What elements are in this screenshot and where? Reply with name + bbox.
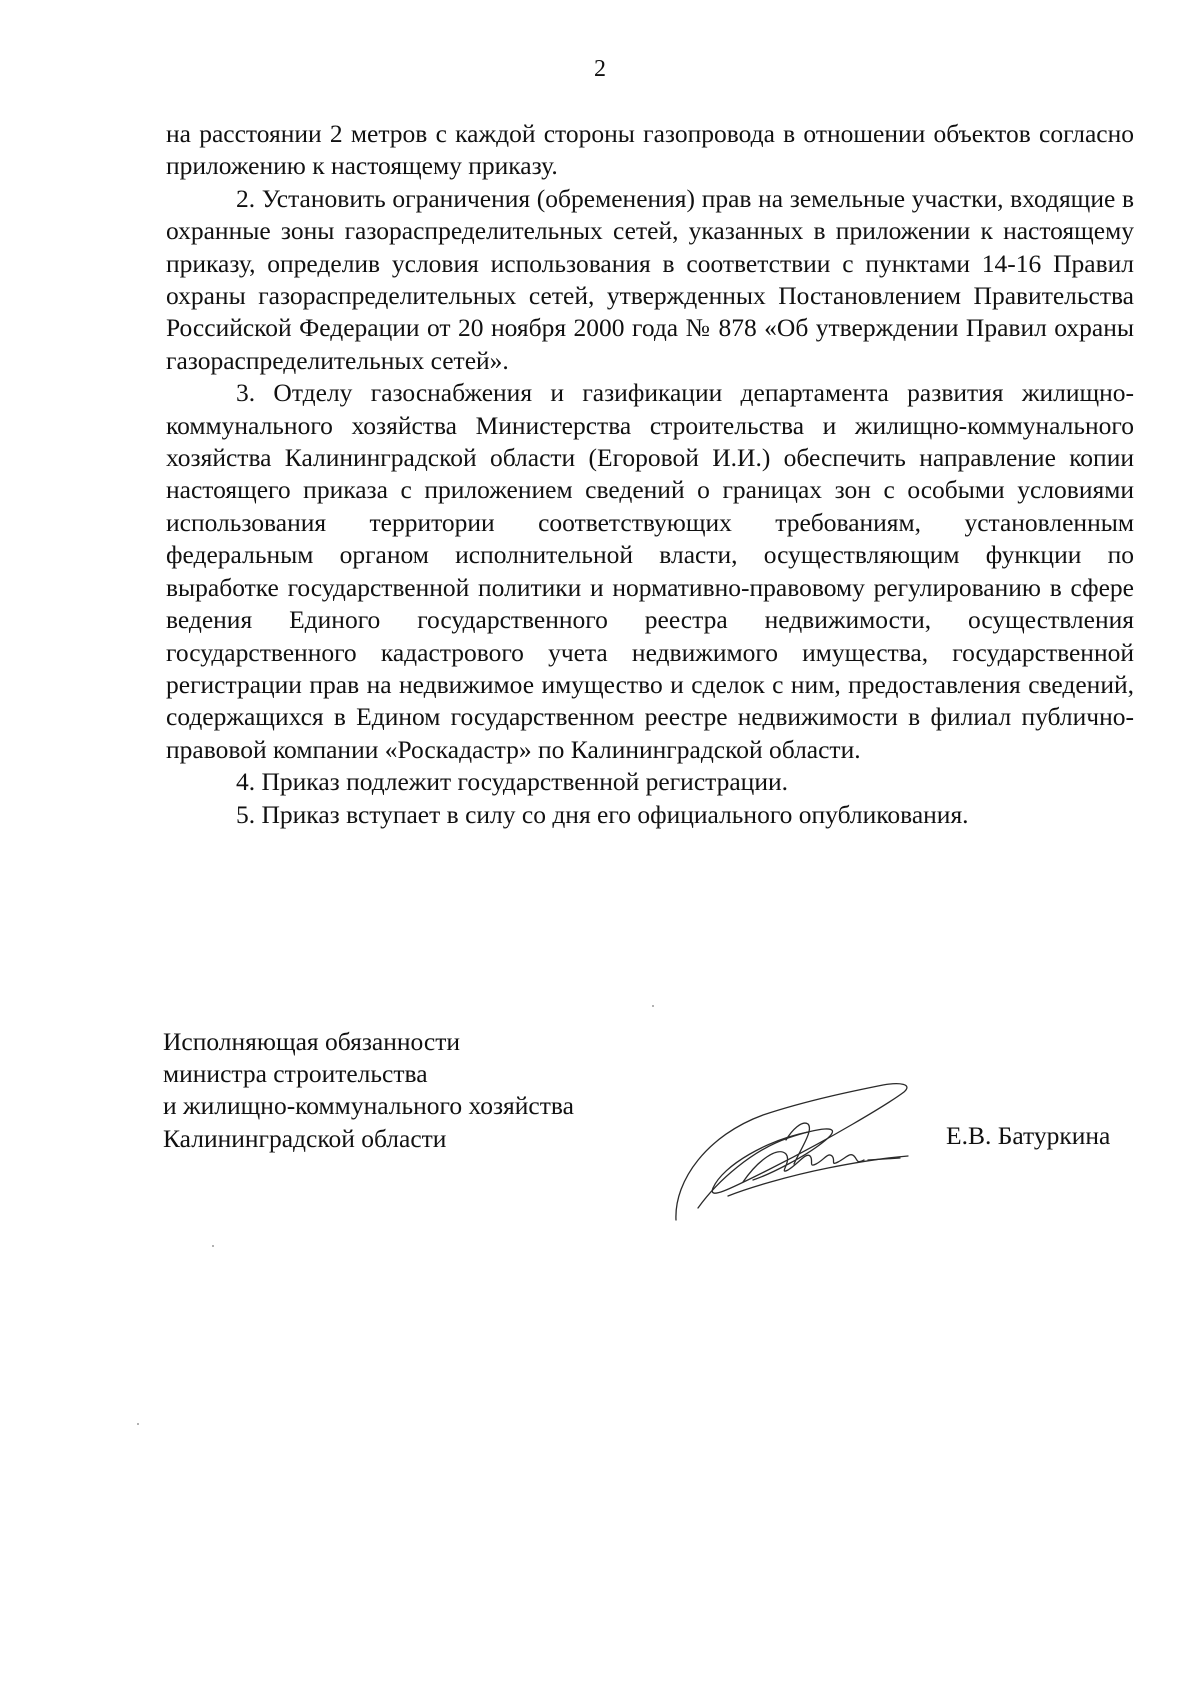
- scan-speck: [212, 1245, 214, 1247]
- signatory-line-1: Исполняющая обязанности: [163, 1027, 460, 1056]
- signatory-line-2: министра строительства: [163, 1059, 428, 1089]
- signatory-position: [163, 1026, 574, 1155]
- order-body: [166, 118, 1134, 831]
- paragraph-item-5: 5. Приказ вступает в силу со дня его официального опубликования.: [236, 799, 969, 829]
- handwritten-signature: [668, 1060, 928, 1230]
- scan-speck: [652, 1005, 654, 1007]
- paragraph-item-2: 2. Установить ограничения (обременения) прав на земельные участки, входящие в охранные зоны газораспределительных сетей, указанных в приложении к настоящему приказу, определив условия использования в соответствии с пунктами 14-16 Правил охраны газораспределительных сетей, утвержденных Постановлением Правительства Российской Федерации от 20 ноября 2000 года № 878 «Об утверждении Правил охраны газораспределительных сетей».: [166, 183, 1134, 375]
- signer-name: Е.В. Батуркина: [946, 1121, 1111, 1150]
- signatory-line-4: Калининградской области: [163, 1123, 447, 1153]
- paragraph-item-3: 3. Отделу газоснабжения и газификации департамента развития жилищно-коммунального хозяйства Министерства строительства и жилищно-коммунального хозяйства Калининградской области (Егоровой И.И.) обеспечить направление копии настоящего приказа с приложением сведений о границах зон с особыми условиями использования территории соответствующих требованиям, установленным федеральным органом исполнительной власти, осуществляющим функции по выработке государственной политики и нормативно-правовому регулированию в сфере ведения Единого государственного реестра недвижимости, осуществления государственного кадастрового учета недвижимого имущества, государственной регистрации прав на недвижимое имущество и сделок с ним, предоставления сведений, содержащихся в Едином государственном реестре недвижимости в филиал публично-правовой компании «Роскадастр» по Калининградской области.: [166, 378, 1134, 764]
- page-number: 2: [594, 56, 606, 82]
- scan-speck: [137, 1423, 139, 1425]
- paragraph-continuation: на расстоянии 2 метров с каждой стороны газопровода в отношении объектов согласно приложению к настоящему приказу.: [166, 119, 1134, 181]
- signatory-line-3: и жилищно-коммунального хозяйства: [163, 1091, 574, 1121]
- paragraph-item-4: 4. Приказ подлежит государственной регистрации.: [236, 767, 788, 797]
